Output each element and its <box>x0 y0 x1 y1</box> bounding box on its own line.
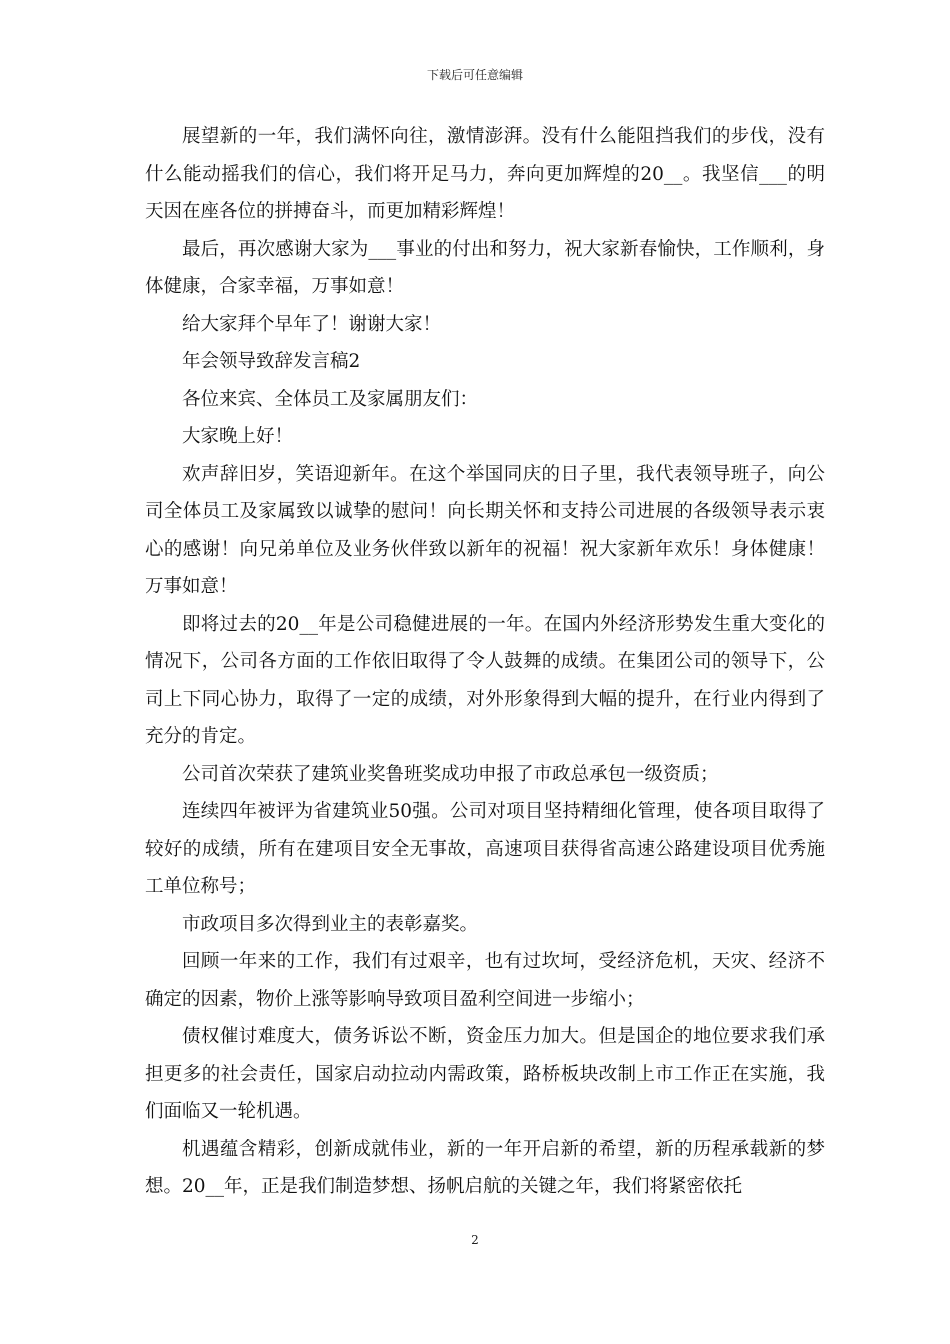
paragraph: 机遇蕴含精彩，创新成就伟业，新的一年开启新的希望，新的历程承载新的梦想。20__年，正是我们制造梦想、扬帆启航的关键之年，我们将紧密依托 <box>145 1138 825 1197</box>
document-body <box>145 118 825 1206</box>
paragraph: 公司首次荣获了建筑业奖鲁班奖成功申报了市政总承包一级资质； <box>182 763 719 785</box>
paragraph: 欢声辞旧岁，笑语迎新年。在这个举国同庆的日子里，我代表领导班子，向公司全体员工及家属致以诚挚的慰问！向长期关怀和支持公司进展的各级领导表示衷心的感谢！向兄弟单位及业务伙伴致以新年的祝福！祝大家新年欢乐！身体健康！万事如意！ <box>145 463 825 597</box>
section-title: 年会领导致辞发言稿2 <box>182 351 361 372</box>
paragraph: 债权催讨难度大，债务诉讼不断，资金压力加大。但是国企的地位要求我们承担更多的社会责任，国家启动拉动内需政策，路桥板块改制上市工作正在实施，我们面临又一轮机遇。 <box>145 1026 825 1122</box>
page-header: 下载后可任意编辑 <box>426 68 523 82</box>
page-number: 2 <box>471 1233 479 1247</box>
paragraph: 给大家拜个早年了！谢谢大家！ <box>182 313 442 335</box>
paragraph: 即将过去的20__年是公司稳健进展的一年。在国内外经济形势发生重大变化的情况下，公司各方面的工作依旧取得了令人鼓舞的成绩。在集团公司的领导下，公司上下同心协力，取得了一定的成绩，对外形象得到大幅的提升，在行业内得到了充分的肯定。 <box>145 613 825 747</box>
paragraph: 市政项目多次得到业主的表彰嘉奖。 <box>182 913 479 935</box>
greeting: 大家晚上好！ <box>182 426 294 447</box>
paragraph: 连续四年被评为省建筑业50强。公司对项目坚持精细化管理，使各项目取得了较好的成绩，所有在建项目安全无事故，高速项目获得省高速公路建设项目优秀施工单位称号； <box>145 801 825 897</box>
salutation: 各位来宾、全体员工及家属朋友们： <box>182 388 479 410</box>
paragraph: 最后，再次感谢大家为___事业的付出和努力，祝大家新春愉快，工作顺利，身体健康，合家幸福，万事如意！ <box>145 238 825 297</box>
paragraph: 回顾一年来的工作，我们有过艰辛，也有过坎坷，受经济危机，天灾、经济不确定的因素，物价上涨等影响导致项目盈利空间进一步缩小； <box>145 951 825 1010</box>
paragraph: 展望新的一年，我们满怀向往，激情澎湃。没有什么能阻挡我们的步伐，没有什么能动摇我们的信心，我们将开足马力，奔向更加辉煌的20__。我坚信___的明天因在座各位的拼搏奋斗，而更加精彩辉煌！ <box>145 126 825 222</box>
